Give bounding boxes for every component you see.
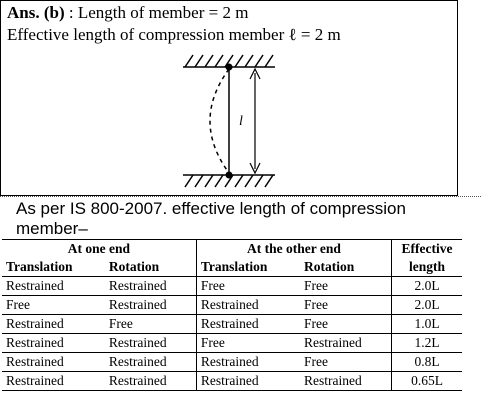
cell: Free	[196, 277, 300, 296]
cell: Restrained	[108, 354, 167, 369]
group-header-other-end: At the other end	[196, 240, 391, 259]
cell: Restrained	[196, 372, 300, 391]
effective-length-table	[2, 239, 462, 391]
dotted-separator	[0, 196, 481, 197]
cell: Restrained	[196, 353, 300, 372]
table-row	[2, 277, 462, 296]
group-header-one-end: At one end	[67, 241, 131, 256]
cell: Free	[196, 334, 300, 353]
sub-header-translation-1: Translation	[6, 259, 73, 274]
cell: Restrained	[303, 335, 362, 350]
buckled-shape	[210, 69, 229, 173]
cell: Restrained	[196, 296, 300, 315]
cell: Restrained	[6, 354, 64, 369]
cell: Restrained	[6, 278, 64, 293]
sub-header-translation-2: Translation	[196, 258, 300, 277]
answer-line-1	[7, 3, 248, 23]
cell: Restrained	[6, 335, 64, 350]
cell: 1.0L	[392, 315, 463, 334]
table-row	[2, 353, 462, 372]
cell: Restrained	[108, 278, 167, 293]
cell: Free	[303, 354, 328, 369]
table-row	[2, 296, 462, 315]
cell: Restrained	[108, 335, 167, 350]
cell: 2.0L	[392, 277, 463, 296]
cell: Free	[303, 297, 328, 312]
cell: Restrained	[108, 297, 167, 312]
sub-header-rotation-2: Rotation	[303, 259, 355, 274]
answer-label: Ans. (b)	[7, 3, 65, 22]
cell: 2.0L	[392, 296, 463, 315]
table-row	[2, 334, 462, 353]
cell: Free	[108, 316, 133, 331]
cell: Free	[303, 278, 328, 293]
table-row	[2, 315, 462, 334]
cell: 0.65L	[392, 372, 463, 391]
cell: Restrained	[6, 373, 64, 388]
answer-length-text: : Length of member = 2 m	[64, 3, 249, 22]
table-row	[2, 372, 462, 391]
note-text: As per IS 800-2007. effective length of compression member–	[16, 199, 406, 238]
cell: Free	[303, 316, 328, 331]
column-figure	[171, 51, 291, 191]
cell: Free	[6, 297, 30, 312]
group-header-effective-length: Effective length	[392, 240, 463, 277]
answer-line-2: Effective length of compression member ℓ = 2 m	[7, 25, 341, 44]
cell: 1.2L	[392, 334, 463, 353]
cell: Restrained	[6, 316, 64, 331]
cell: 0.8L	[392, 353, 463, 372]
cell: Restrained	[196, 315, 300, 334]
cell: Restrained	[108, 373, 167, 388]
answer-box	[0, 0, 458, 196]
cell: Restrained	[303, 373, 362, 388]
sub-header-rotation-1: Rotation	[108, 259, 160, 274]
length-label: l	[239, 114, 243, 129]
